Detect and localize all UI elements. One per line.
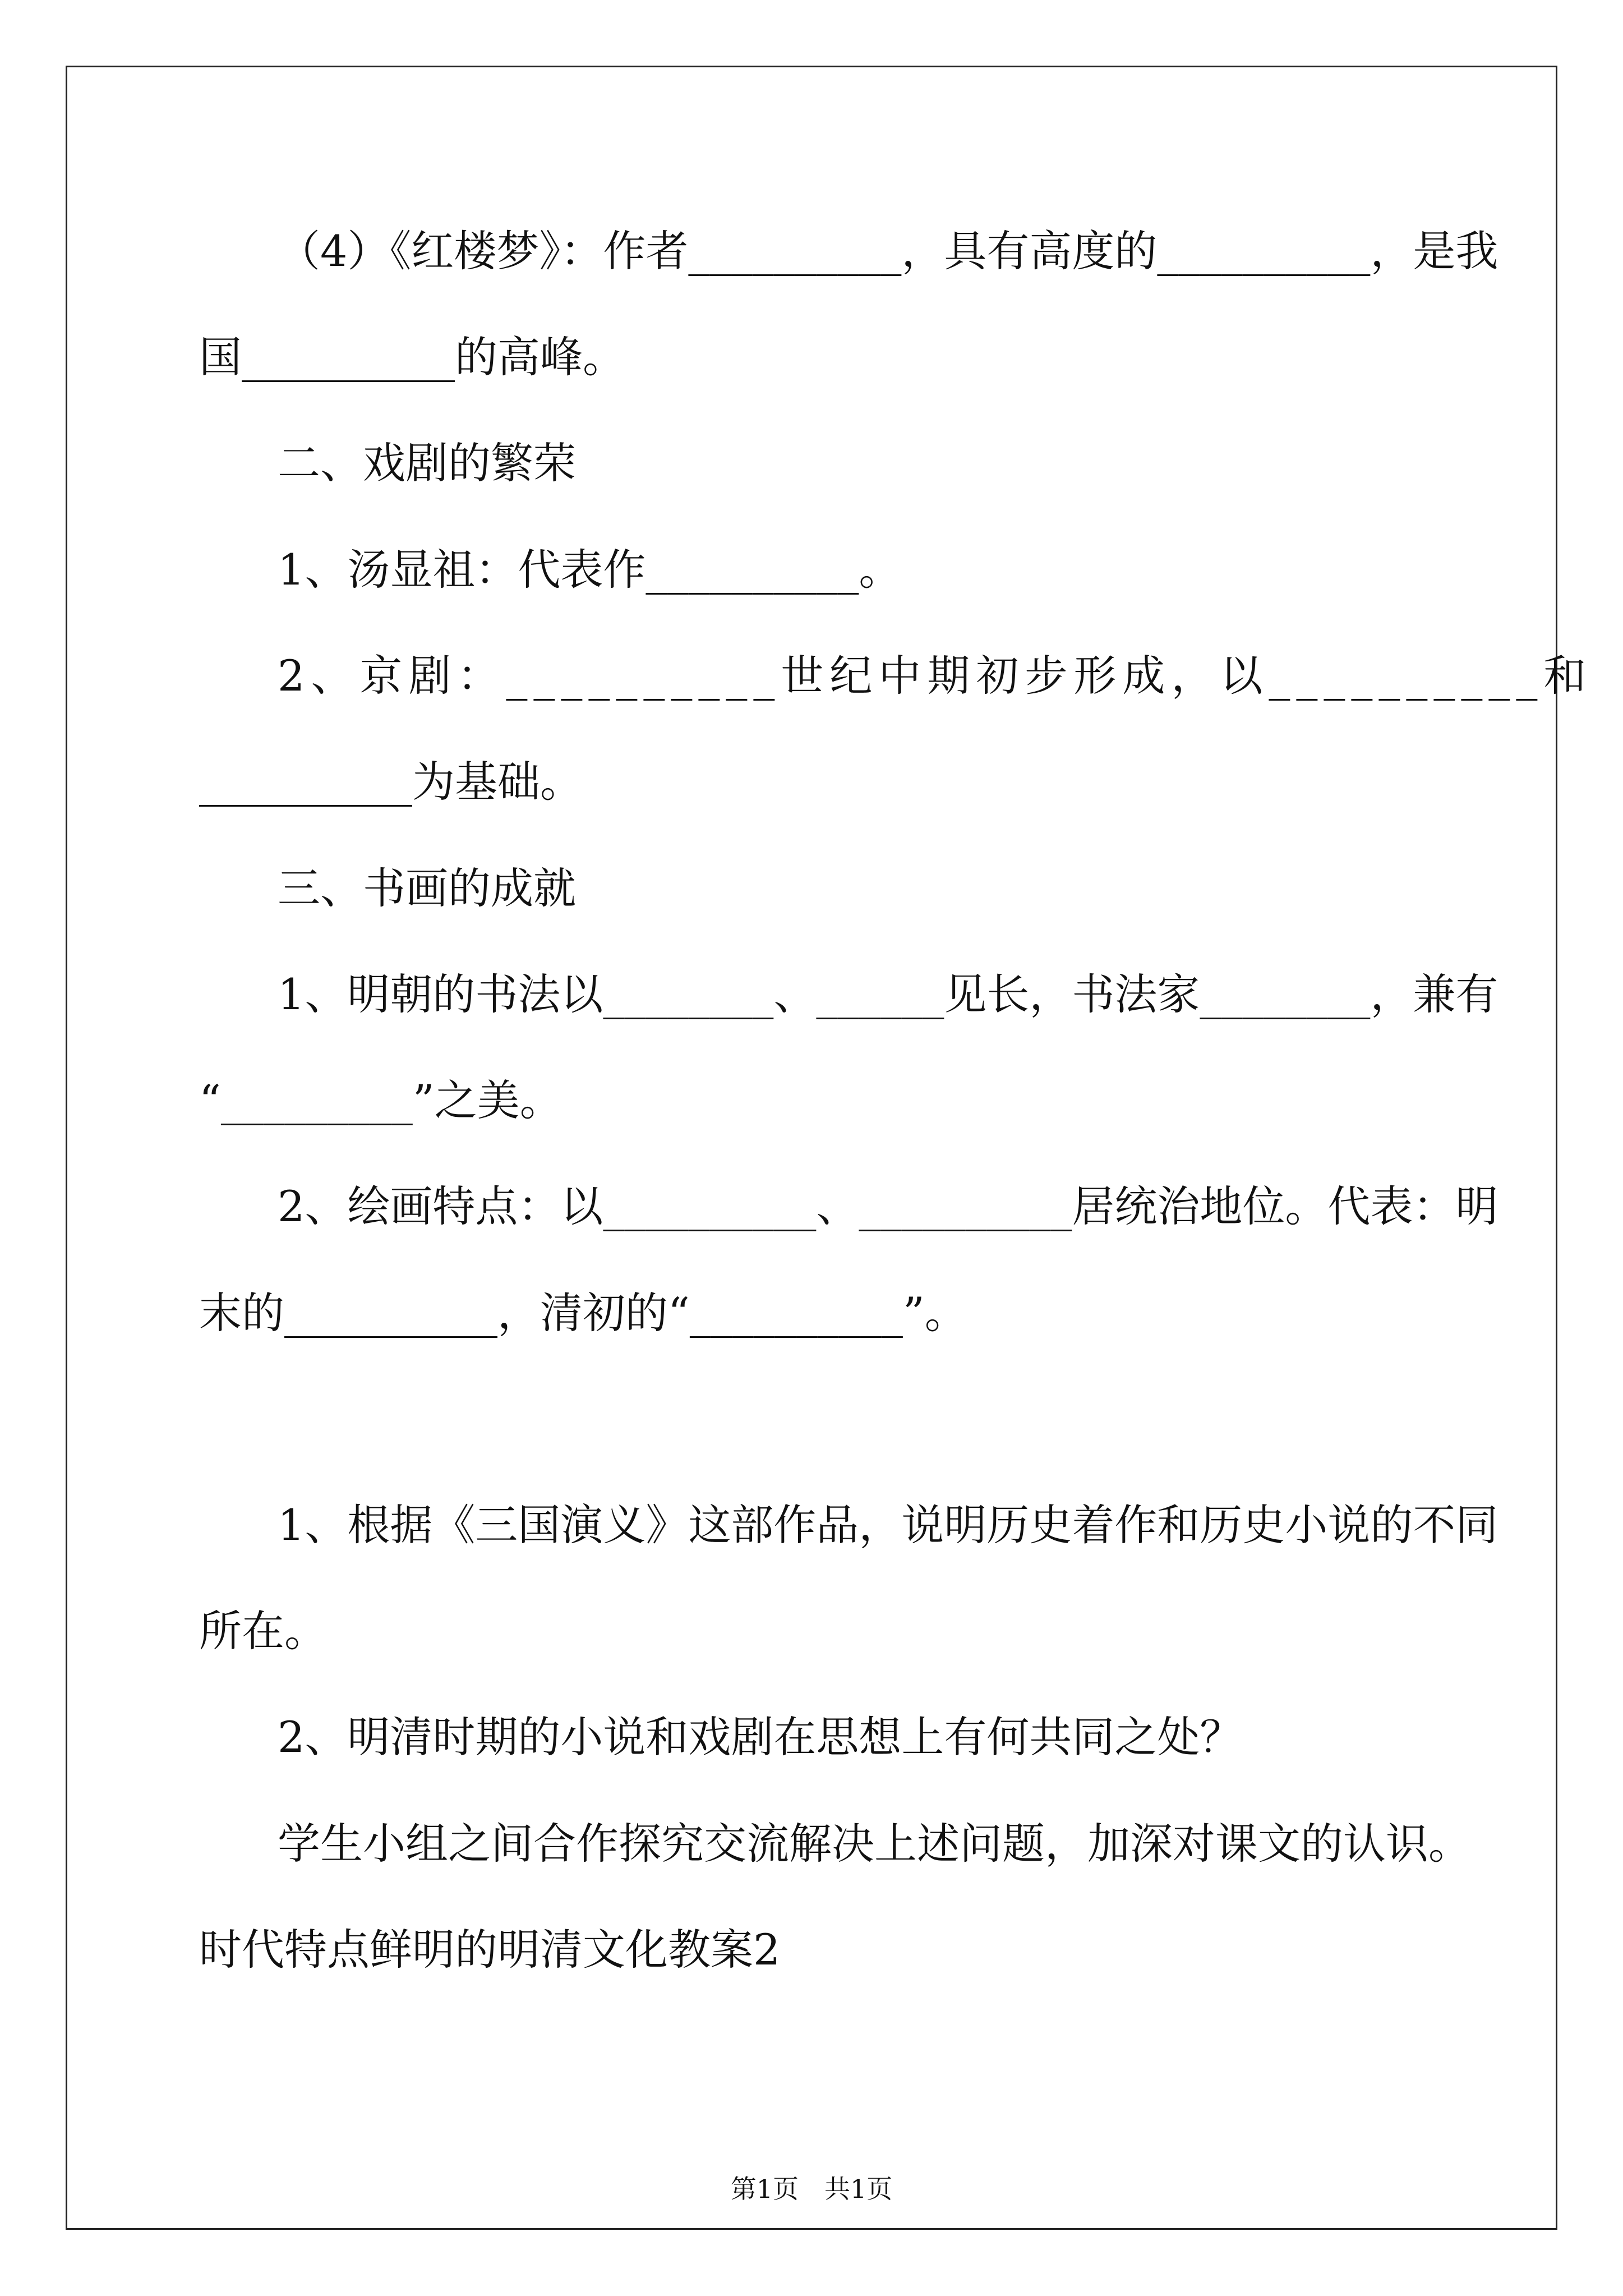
text-line: 所在。 xyxy=(199,1606,327,1656)
text-line: （4）《红楼梦》：作者__________，具有高度的__________，是我 xyxy=(278,226,1498,276)
text-line: 学生小组之间合作探究交流解决上述问题，加深对课文的认识。 xyxy=(278,1819,1471,1869)
page-border xyxy=(66,66,1557,2230)
page-footer: 第1页 共1页 xyxy=(730,2174,893,2204)
text-line: 1、汤显祖：代表作__________。 xyxy=(278,545,902,595)
text-line: 末的__________，清初的“__________”。 xyxy=(199,1288,967,1338)
text-line: “_________”之美。 xyxy=(199,1075,562,1125)
section-heading: 二、戏剧的繁荣 xyxy=(278,438,576,488)
text-line: 2、明清时期的小说和戏剧在思想上有何共同之处？ xyxy=(278,1712,1243,1762)
text-line: __________为基础。 xyxy=(199,757,583,807)
text-line: 2、京剧：__________世纪中期初步形成，以__________和 xyxy=(278,651,1593,701)
text-line: 1、明朝的书法以________、______见长，书法家________，兼有 xyxy=(278,969,1498,1019)
text-line: 国__________的高峰。 xyxy=(199,332,625,382)
document-subtitle: 时代特点鲜明的明清文化教案2 xyxy=(199,1925,781,1975)
section-heading: 三、书画的成就 xyxy=(278,863,576,913)
text-line: 2、绘画特点：以__________、__________居统治地位。代表：明 xyxy=(278,1181,1498,1231)
text-line: 1、根据《三国演义》这部作品，说明历史着作和历史小说的不同 xyxy=(278,1500,1498,1550)
